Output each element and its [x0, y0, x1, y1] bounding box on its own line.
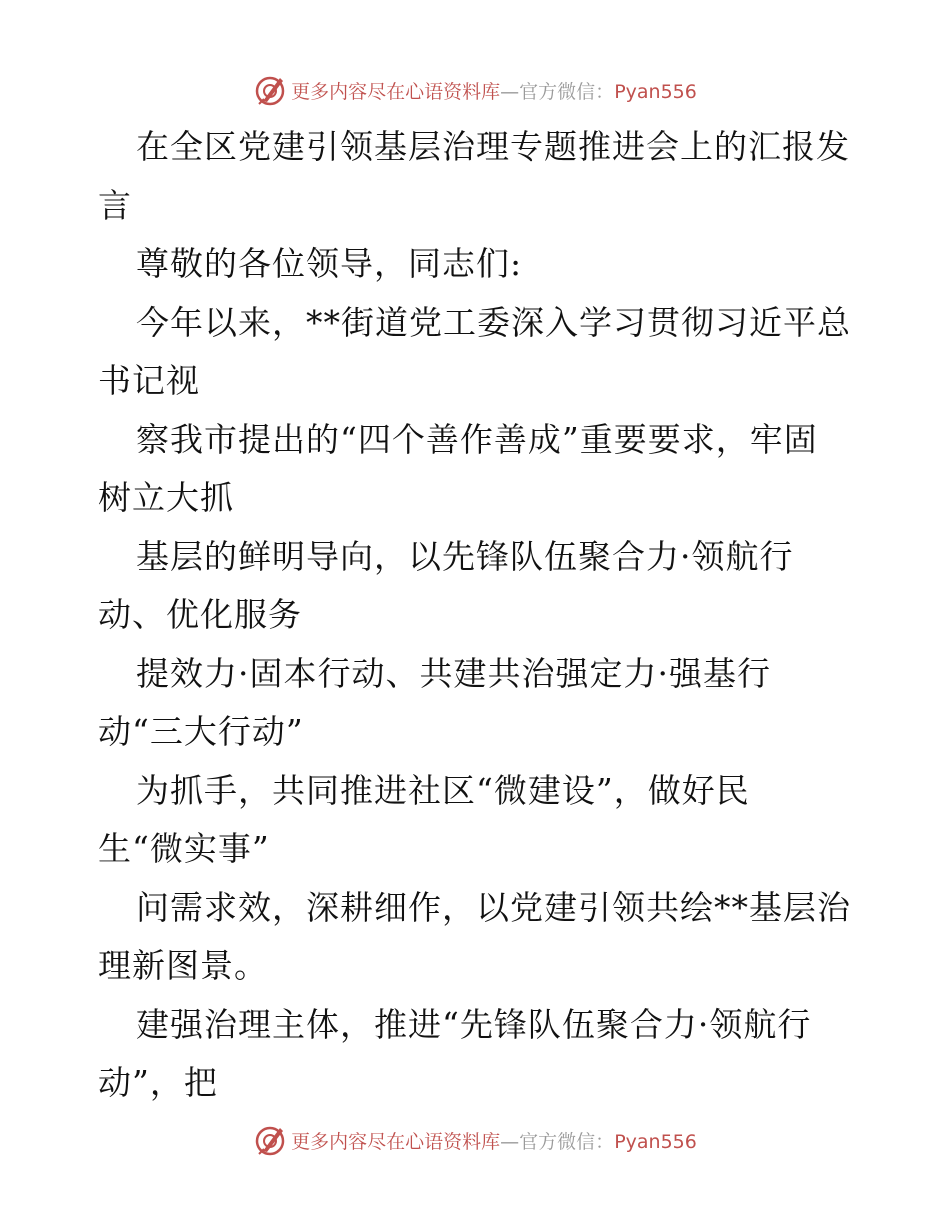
- text-line: 今年以来，**街道党工委深入学习贯彻习近平总: [136, 302, 851, 342]
- watermark-wechat-id: Pyan556: [614, 80, 697, 103]
- watermark-text: [291, 77, 697, 104]
- footer-watermark-banner: [0, 1120, 950, 1160]
- header-watermark-banner: [0, 70, 950, 110]
- text-line: 问需求效，深耕细作，以党建引领共绘**基层治: [136, 887, 851, 927]
- watermark-text: [291, 1127, 697, 1154]
- text-line: 基层的鲜明导向，以先锋队伍聚合力·领航行: [136, 536, 794, 576]
- quill-pen-logo-icon: [253, 73, 287, 107]
- watermark-slogan: 更多内容尽在心语资料库: [291, 1130, 501, 1153]
- watermark-wechat-id: Pyan556: [614, 1130, 697, 1153]
- text-line: 树立大抓: [98, 478, 234, 517]
- text-line: 在全区党建引领基层治理专题推进会上的汇报发: [136, 127, 850, 166]
- watermark-wechat-label: —官方微信：: [500, 1130, 615, 1153]
- text-line: 书记视: [98, 361, 200, 400]
- text-line: 为抓手，共同推进社区“微建设”，做好民: [136, 770, 750, 810]
- document-body: [98, 118, 858, 1113]
- quill-pen-logo-icon: [253, 1123, 287, 1157]
- text-line: 动、优化服务: [98, 595, 302, 634]
- text-line: 建强治理主体，推进“先锋队伍聚合力·领航行: [136, 1004, 812, 1044]
- text-line: 察我市提出的“四个善作善成”重要要求，牢固: [136, 419, 818, 459]
- text-line: 理新图景。: [98, 946, 268, 985]
- text-line: 提效力·固本行动、共建共治强定力·强基行: [136, 653, 771, 693]
- text-line: 言: [98, 185, 132, 225]
- text-line: 动“三大行动”: [98, 712, 304, 751]
- text-line: 尊敬的各位领导，同志们:: [136, 244, 523, 283]
- text-line: 生“微实事”: [98, 829, 270, 868]
- text-line: 动”，把: [98, 1063, 218, 1102]
- watermark-wechat-label: —官方微信：: [500, 80, 615, 103]
- watermark-slogan: 更多内容尽在心语资料库: [291, 80, 501, 103]
